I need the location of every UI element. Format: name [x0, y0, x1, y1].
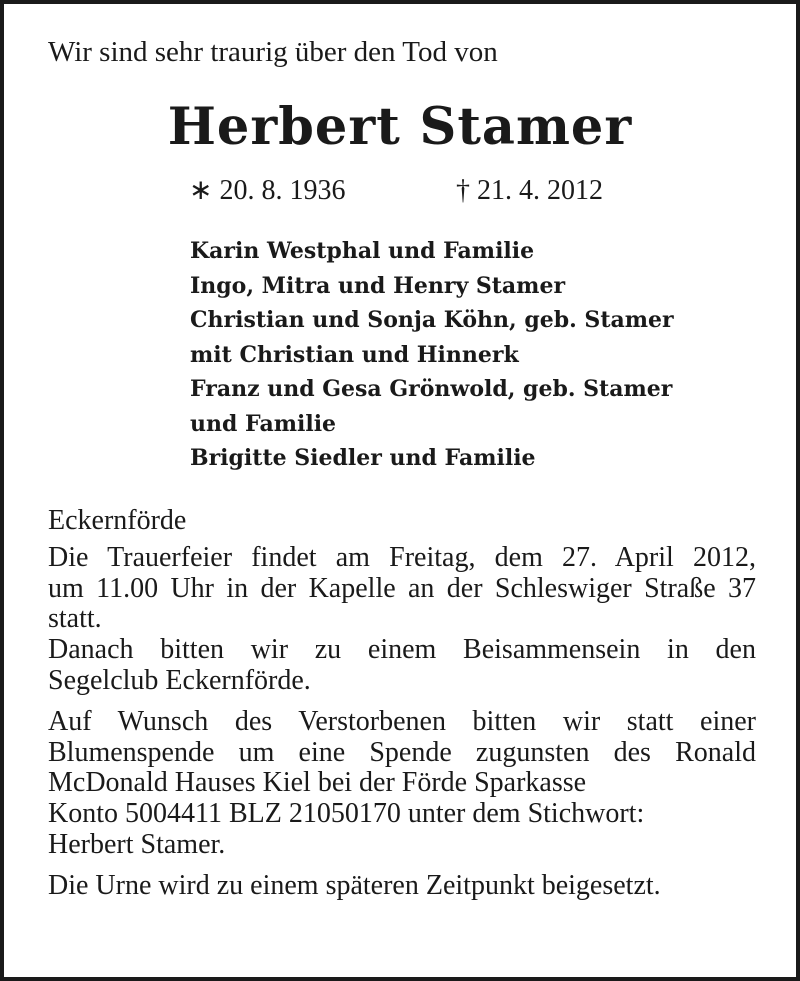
gathering-line: Segelclub Eckernförde. [48, 664, 311, 696]
birth-date: ∗ 20. 8. 1936 [189, 175, 346, 206]
mourner-line: Franz und Gesa Grönwold, geb. Stamer [190, 376, 673, 402]
funeral-line: Die Trauerfeier findet am Freitag, dem 27. April 2012, [48, 541, 756, 573]
death-date: † 21. 4. 2012 [456, 175, 603, 206]
intro-text: Wir sind sehr traurig über den Tod von [48, 36, 498, 68]
mourner-line: mit Christian und Hinnerk [190, 341, 519, 368]
funeral-paragraph [48, 543, 756, 635]
donation-line: Konto 5004411 BLZ 21050170 unter dem Stichwort: [48, 798, 645, 830]
mourner-line: Karin Westphal und Familie [190, 238, 535, 264]
notice-body [48, 506, 756, 902]
donation-line: Auf Wunsch des Verstorbenen bitten wir statt einer [48, 705, 756, 737]
mourner-line: Brigitte Siedler und Familie [190, 445, 536, 471]
funeral-line: um 11.00 Uhr in der Kapelle an der Schleswiger Straße 37 [48, 572, 756, 604]
mourner-line: Christian und Sonja Köhn, geb. Stamer [190, 307, 674, 333]
donation-line: Herbert Stamer. [48, 828, 226, 860]
urn-line: Die Urne wird zu einem späteren Zeitpunkt beigesetzt. [48, 869, 661, 901]
mourner-line: Ingo, Mitra und Henry Stamer [190, 272, 566, 299]
funeral-line: statt. [48, 603, 102, 635]
city-line: Eckernförde [48, 505, 187, 536]
gathering-paragraph [48, 635, 756, 697]
deceased-name: Herbert Stamer [167, 97, 633, 157]
mourners-list [190, 234, 674, 476]
donation-paragraph [48, 707, 756, 861]
gathering-line: Danach bitten wir zu einem Beisammensein in den [48, 634, 756, 666]
mourner-line: und Familie [190, 410, 337, 437]
donation-line: Blumenspende um eine Spende zugunsten des Ronald [48, 736, 756, 768]
donation-line: McDonald Hauses Kiel bei der Förde Sparkasse [48, 767, 587, 799]
